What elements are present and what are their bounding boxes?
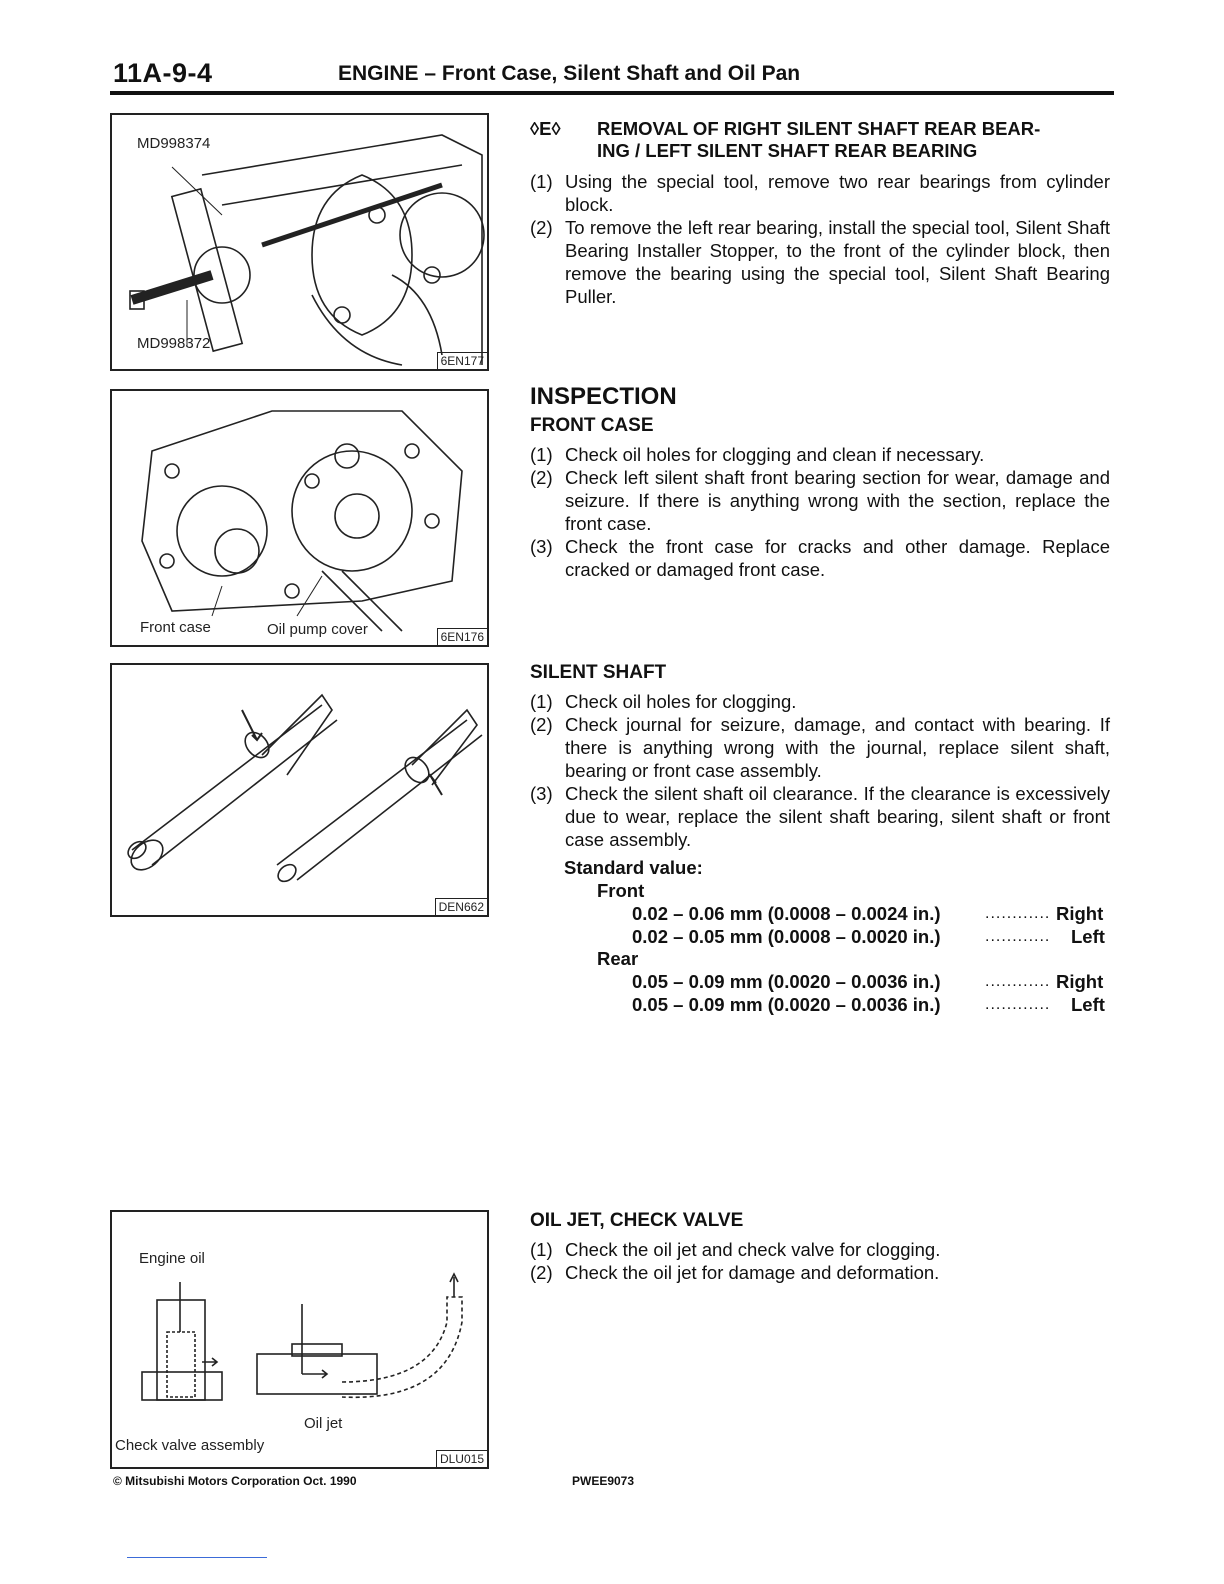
item-text: Check oil holes for clogging. — [565, 691, 797, 712]
figure-special-tool-drawing — [112, 115, 487, 369]
figure-silent-shafts — [110, 663, 489, 917]
front-case-label: Front case — [140, 619, 211, 636]
item-number: (3) — [530, 536, 553, 557]
leader-dots: ............ — [985, 905, 1051, 922]
leader-dots: ............ — [985, 973, 1051, 990]
figure-code: 6EN177 — [437, 352, 487, 369]
copyright: © Mitsubishi Motors Corporation Oct. 1990 — [113, 1474, 357, 1488]
oil-pump-cover-label: Oil pump cover — [267, 621, 368, 638]
item-text: To remove the left rear bearing, install the special tool, Silent Shaft Bearing Installer Stopper, to the front of the cylinder block, then remove the bearing using the special tool, Silent Shaft Bearing Puller. — [565, 217, 1110, 307]
figure-code: 6EN176 — [437, 628, 487, 645]
header-rule — [110, 91, 1114, 95]
item-text: Check the silent shaft oil clearance. If the clearance is excessively due to wear, replace the silent shaft bearing, silent shaft or front case assembly. — [565, 783, 1110, 850]
rear-label: Rear — [597, 948, 639, 969]
leader-dots: ............ — [985, 996, 1051, 1013]
oil-jet-label: Oil jet — [304, 1415, 343, 1432]
list-item — [530, 535, 1110, 581]
silent-shaft-section — [530, 661, 1110, 851]
item-number: (2) — [530, 714, 553, 735]
spec-value: 0.02 – 0.06 mm (0.0008 – 0.0024 in.) — [632, 903, 941, 924]
link-underline — [127, 1557, 267, 1558]
figure-special-tool — [110, 113, 489, 371]
silent-shaft-heading: SILENT SHAFT — [530, 662, 667, 683]
tool-label-top: MD998374 — [137, 135, 211, 152]
list-item — [530, 466, 1110, 535]
item-text: Check the oil jet and check valve for clogging. — [565, 1239, 941, 1260]
removal-title-line2: ING / LEFT SILENT SHAFT REAR BEARING — [597, 140, 978, 161]
list-item — [530, 443, 1110, 466]
figure-oil-jet — [110, 1210, 489, 1469]
item-text: Check left silent shaft front bearing section for wear, damage and seizure. If there is anything wrong with the section, replace the front case. — [565, 467, 1110, 534]
spec-row — [632, 971, 941, 993]
spec-side: Right — [1056, 971, 1104, 992]
spec-value: 0.05 – 0.09 mm (0.0020 – 0.0036 in.) — [632, 994, 941, 1015]
spec-row — [632, 903, 941, 925]
figure-front-case-drawing — [112, 391, 487, 645]
removal-title-line1: REMOVAL OF RIGHT SILENT SHAFT REAR BEAR- — [597, 118, 1041, 139]
leader-dots: ............ — [985, 928, 1051, 945]
spec-side: Left — [1071, 926, 1105, 947]
spec-side: Left — [1071, 994, 1105, 1015]
inspection-section — [530, 385, 1110, 581]
list-item — [530, 1238, 1110, 1261]
item-text: Check journal for seizure, damage, and contact with bearing. If there is anything wrong with the journal, replace silent shaft, bearing or front case assembly. — [565, 714, 1110, 781]
figure-silent-shafts-drawing — [112, 665, 487, 915]
list-item — [530, 782, 1110, 851]
list-item — [530, 1261, 1110, 1284]
figure-front-case — [110, 389, 489, 647]
front-label: Front — [597, 880, 645, 901]
item-number: (3) — [530, 783, 553, 804]
item-text: Check oil holes for clogging and clean if necessary. — [565, 444, 985, 465]
list-item — [530, 216, 1110, 308]
item-text: Check the oil jet for damage and deformation. — [565, 1262, 940, 1283]
engine-oil-label: Engine oil — [139, 1250, 205, 1267]
spec-row — [632, 994, 941, 1016]
inspection-heading: INSPECTION — [530, 383, 677, 410]
figure-code: DEN662 — [435, 898, 487, 915]
oil-jet-section — [530, 1209, 1110, 1284]
item-number: (2) — [530, 467, 553, 488]
document-code: PWEE9073 — [572, 1474, 635, 1488]
oil-jet-heading: OIL JET, CHECK VALVE — [530, 1210, 744, 1231]
page-number: 11A-9-4 — [113, 58, 213, 88]
list-item — [530, 170, 1110, 216]
item-text: Check the front case for cracks and other damage. Replace cracked or damaged front case. — [565, 536, 1110, 580]
list-item — [530, 690, 1110, 713]
spec-value: 0.02 – 0.05 mm (0.0008 – 0.0020 in.) — [632, 926, 941, 947]
item-number: (2) — [530, 217, 553, 238]
item-number: (1) — [530, 1239, 553, 1260]
item-number: (1) — [530, 171, 553, 192]
standard-value-label: Standard value: — [564, 857, 703, 878]
spec-side: Right — [1056, 903, 1104, 924]
removal-symbol: ◊E◊ — [530, 118, 561, 139]
item-number: (1) — [530, 444, 553, 465]
page-title: ENGINE – Front Case, Silent Shaft and Oil Pan — [338, 62, 801, 85]
item-number: (1) — [530, 691, 553, 712]
figure-code: DLU015 — [436, 1450, 487, 1467]
spec-row — [632, 926, 941, 948]
front-case-heading: FRONT CASE — [530, 415, 654, 436]
list-item — [530, 713, 1110, 782]
item-number: (2) — [530, 1262, 553, 1283]
spec-value: 0.05 – 0.09 mm (0.0020 – 0.0036 in.) — [632, 971, 941, 992]
item-text: Using the special tool, remove two rear bearings from cylinder block. — [565, 171, 1110, 215]
tool-label-bottom: MD998372 — [137, 335, 211, 352]
check-valve-label: Check valve assembly — [115, 1437, 265, 1454]
removal-section — [530, 118, 1110, 308]
